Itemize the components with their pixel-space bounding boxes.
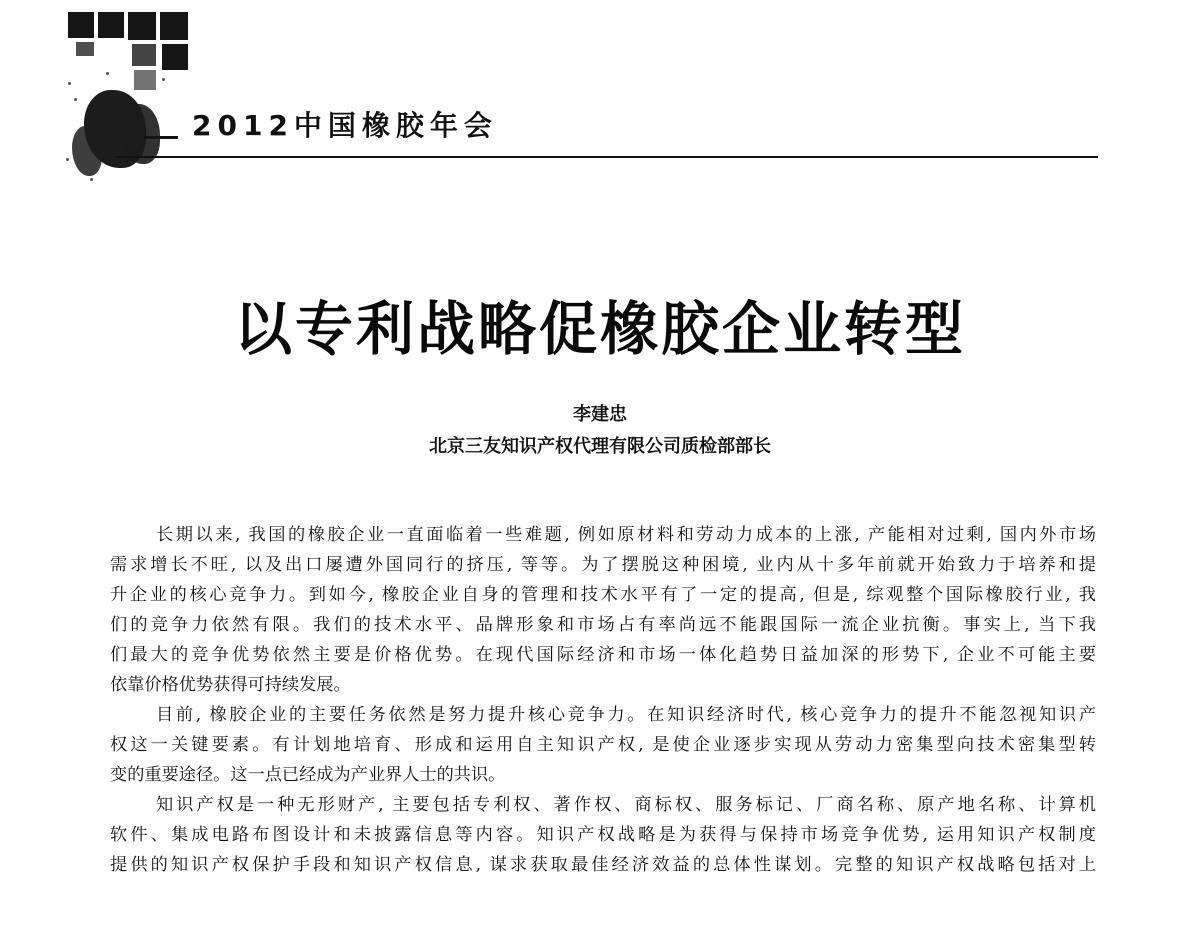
body-line: 需求增长不旺, 以及出口屡遭外国同行的挤压, 等等。为了摆脱这种困境, 业内从十多年前就开始致力于培养和提 (110, 555, 1096, 575)
body-line: 软件、集成电路布图设计和未披露信息等内容。知识产权战略是为获得与保持市场竞争优势, 运用知识产权制度 (110, 825, 1096, 845)
body-line: 变的重要途径。这一点已经成为产业界人士的共识。 (110, 765, 506, 785)
body-line: 升企业的核心竞争力。到如今, 橡胶企业自身的管理和技术水平有了一定的提高, 但是, 综观整个国际橡胶行业, 我 (110, 585, 1096, 605)
body-line: 知识产权是一种无形财产, 主要包括专利权、著作权、商标权、服务标记、厂商名称、原产地名称、计算机 (156, 795, 1096, 815)
header-divider (116, 156, 1098, 158)
body-line: 们的竞争力依然有限。我们的技术水平、品牌形象和市场占有率尚远不能跟国际一流企业抗衡。事实上, 当下我 (110, 615, 1096, 635)
conference-title: 2012中国橡胶年会 (192, 109, 498, 142)
corner-logo-icon (62, 8, 222, 188)
article-body (110, 520, 1096, 880)
body-line: 依靠价格优势获得可持续发展。 (110, 675, 351, 695)
body-line: 权这一关键要素。有计划地培育、形成和运用自主知识产权, 是使企业逐步实现从劳动力密集型向技术密集型转 (110, 735, 1096, 755)
body-line: 长期以来, 我国的橡胶企业一直面临着一些难题, 例如原材料和劳动力成本的上涨, 产能相对过剩, 国内外市场 (156, 525, 1096, 545)
body-line: 提供的知识产权保护手段和知识产权信息, 谋求获取最佳经济效益的总体性谋划。完整的知识产权战略包括对上 (110, 855, 1096, 875)
author-affiliation: 北京三友知识产权代理有限公司质检部部长 (429, 436, 771, 457)
body-line: 们最大的竞争优势依然主要是价格优势。在现代国际经济和市场一体化趋势日益加深的形势下, 企业不可能主要 (110, 645, 1096, 665)
body-line: 目前, 橡胶企业的主要任务依然是努力提升核心竞争力。在知识经济时代, 核心竞争力的提升不能忽视知识产 (156, 705, 1096, 725)
author-name: 李建忠 (573, 404, 627, 425)
article-title: 以专利战略促橡胶企业转型 (233, 295, 966, 363)
